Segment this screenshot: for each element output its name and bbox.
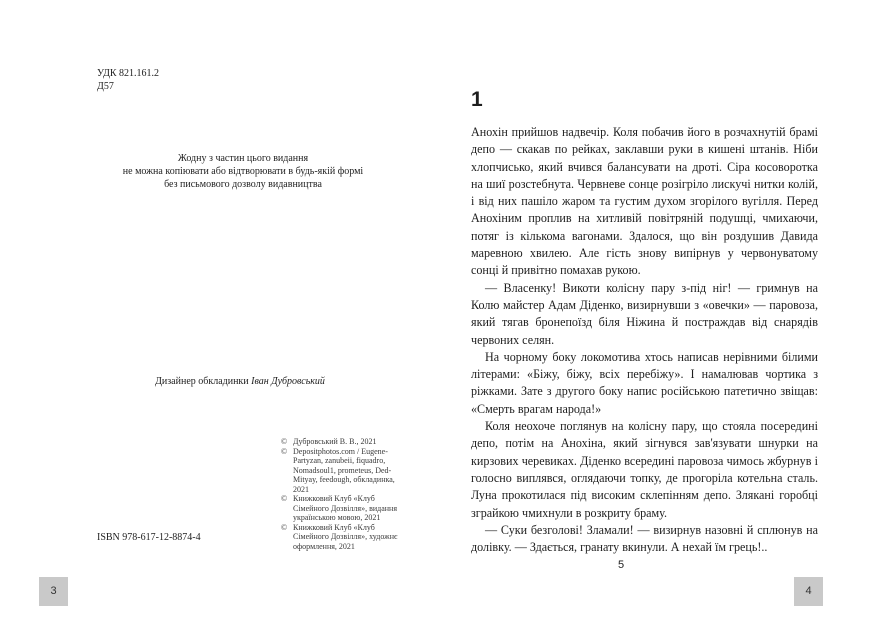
copyright-text: Книжковий Клуб «Клуб Сімейного Дозвілля», художнє оформлення, 2021 <box>293 522 398 551</box>
cover-designer-credit <box>70 375 410 388</box>
page-badge-right: 4 <box>794 577 823 606</box>
right-page <box>439 0 871 643</box>
paragraph: Анохін прийшов надвечір. Коля побачив його в розчахнутій брамі депо — скакав по рейках, заклавши руки в кишені штанів. Ніби хлопчисько, який вчився балансувати на дроті. Сіра косоворотка на шиї розстебнута. Червневе сонце розігріло лискучі нитки колій, і від них пашіло жаром та густим духом згорілого вугілля. Перед Анохіним проплив на хитливій повітряній подушці, чмихаючи, потяг із кількома вагонами. Здалося, що він роздушив Давида маревною хвилею. Але гість знову випірнув у червонуватому сонці й привітно помахав рукою. <box>471 125 818 278</box>
paragraph: — Суки безголові! Зламали! — визирнув назовні й сплюнув на долівку. — Здається, гранату вкинули. А нехай їм грець!.. <box>471 522 818 555</box>
paragraph: На чорному боку локомотива хтось написав нерівними білими літерами: «Біжу, біжу, всіх перебіжу». І намалював чортика з ріжками. Зате з другого боку напис російською патетично звіщав: «Смерть врагам народа!» <box>471 349 818 416</box>
paragraph: — Власенку! Викоти колісну пару з-під ніг! — гримнув на Колю майстер Адам Діденко, визирнувши з «овечки» — паровоза, який тягав бронепоїзд біля Ніжина й постраждав від снарядів червоних селян. <box>471 280 818 347</box>
udk-classification <box>97 67 159 93</box>
designer-name: Іван Дубровський <box>251 376 325 387</box>
copyright-block <box>281 437 405 551</box>
chapter-text <box>471 124 818 556</box>
copyright-notice <box>118 152 368 191</box>
copyright-item <box>281 494 405 523</box>
paragraph: Коля неохоче поглянув на колісну пару, що стояла посередині депо, потім на Анохіна, який зігнувся зав'язувати шнурки на кирзових черевиках. Діденко всередині паровоза чимось жбурнув і голосно виплявся, оглядаючи топку, де прогоріла котельна сталь. Луна прокотилася під високим склепінням депо. Злякані горобці зграйкою чмихнули в розкриту браму. <box>471 419 818 520</box>
left-page <box>0 0 432 643</box>
copyright-item <box>281 437 405 447</box>
copyright-item <box>281 447 405 495</box>
copyright-symbol: © <box>281 494 288 503</box>
copyright-item <box>281 523 405 552</box>
chapter-number: 1 <box>471 88 483 111</box>
notice-line: Жодну з частин цього видання <box>177 153 309 164</box>
designer-label: Дизайнер обкладинки <box>155 376 252 387</box>
copyright-symbol: © <box>281 522 288 532</box>
notice-line: не можна копіювати або відтворювати в будь-якій формі <box>122 166 364 177</box>
copyright-symbol: © <box>281 446 288 456</box>
udk-code: УДК 821.161.2 <box>97 68 160 79</box>
copyright-text: Дубровський В. В., 2021 <box>293 437 377 446</box>
copyright-text: Depositphotos.com / Eugene-Partyzan, zanubeii, fiquadro, Nomadsoul1, prometeus, Ded-Mityay, feedough, обкладинка, 2021 <box>293 446 395 494</box>
page-number: 5 <box>617 559 625 571</box>
copyright-text: Книжковий Клуб «Клуб Сімейного Дозвілля», видання українською мовою, 2021 <box>293 494 398 522</box>
isbn: ISBN 978-617-12-8874-4 <box>97 532 201 543</box>
copyright-symbol: © <box>281 437 288 446</box>
author-index: Д57 <box>97 81 114 92</box>
notice-line: без письмового дозволу видавництва <box>164 179 322 190</box>
page-badge-left: 3 <box>39 577 68 606</box>
